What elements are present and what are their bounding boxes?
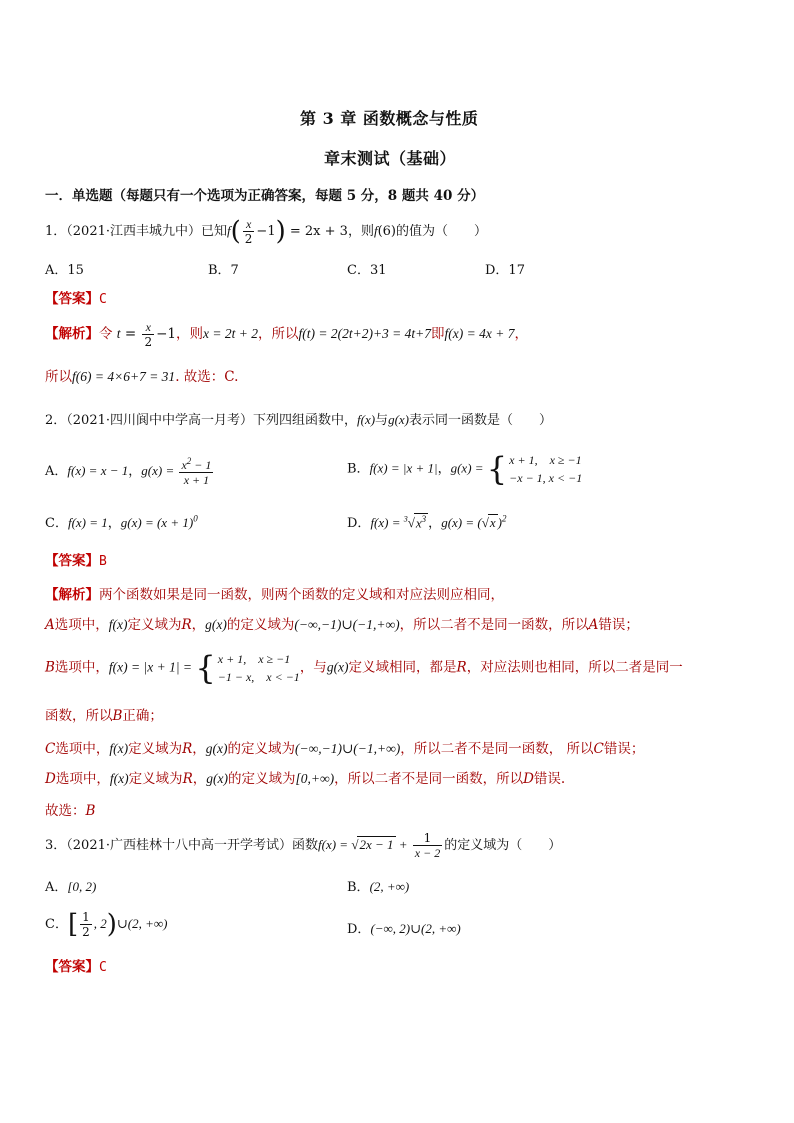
question-2-option-b: B．f(x) = |x + 1|，g(x) = { x + 1, x ≥ −1 −x − 1, x < −1 <box>347 450 583 488</box>
question-1-option-a: A．15 <box>45 263 84 278</box>
question-3-answer: 【答案】C <box>45 959 107 975</box>
question-2-analysis-a: A选项中，f(x)定义域为R，g(x)的定义域为(−∞,−1)∪(−1,+∞)，所以二者不是同一函数，所以A错误； <box>45 617 639 633</box>
question-1-answer: 【答案】C <box>45 291 107 307</box>
question-2-analysis-c: C选项中，f(x)定义域为R，g(x)的定义域为(−∞,−1)∪(−1,+∞)，所以二者不是同一函数， 所以C错误； <box>45 741 645 757</box>
question-1-analysis-line2: 所以f(6) = 4×6+7 = 31. 故选：C. <box>45 369 239 385</box>
page-subtitle: 章末测试（基础） <box>324 149 457 168</box>
section-heading: 一．单选题（每题只有一个选项为正确答案，每题 5 分，8 题共 40 分） <box>45 188 485 204</box>
question-2-stem: 2．（2021·四川阆中中学高一月考）下列四组函数中，f(x)与g(x)表示同一函数是（ ） <box>45 412 553 428</box>
question-1-analysis: 【解析】令 t = $\frac{x}{2}$ −1，则x = 2t + 2，所以f(t) = 2(2t+2)+3 = 4t+7即f(x) = 4x + 7， <box>45 320 528 349</box>
question-1-option-b: B．7 <box>208 263 239 278</box>
question-2-option-c: C．f(x) = 1，$g(x) = (x + 1)^0$ <box>45 513 198 531</box>
question-1-option-d: D．17 <box>485 263 525 278</box>
question-2-analysis-d: D选项中，f(x)定义域为R，g(x)的定义域为[0,+∞)，所以二者不是同一函数，所以D错误. <box>45 771 566 787</box>
question-3-option-c: C．[ $\frac{1}{2}$ , 2)∪(2, +∞) <box>45 909 168 940</box>
question-2-option-d: D．$f(x) = ^3√x^3$ ，g(x) = (√x )$^2$ <box>347 513 507 531</box>
question-2-conclusion: 故选：B <box>45 803 96 819</box>
question-3-option-d: D．(−∞, 2)∪(2, +∞) <box>347 921 461 937</box>
page-title: 第 3 章 函数概念与性质 <box>300 109 479 128</box>
question-2-option-a: A．f(x) = x − 1，g(x) = $\frac{x^2 - 1}{x + 1}$ <box>45 456 212 487</box>
question-2-analysis-line1: 【解析】两个函数如果是同一函数，则两个函数的定义域和对应法则应相同， <box>45 587 504 603</box>
question-3-stem: 3．（2021·广西桂林十八中高一开学考试）函数f(x) = √2x − 1 + $\frac{1}{x - 2}$ 的定义域为（ ） <box>45 831 562 860</box>
question-2-analysis-b-line2: 函数，所以B正确； <box>45 708 163 724</box>
question-3-option-b: B．(2, +∞) <box>347 879 410 895</box>
question-2-analysis-b: B选项中，f(x) = |x + 1| = { x + 1, x ≥ −1 −1 − x, x < −1 ，与g(x)定义域相同，都是R，对应法则也相同，所以二者是同一 <box>45 649 683 687</box>
question-3-option-a: A．[0, 2) <box>45 879 97 895</box>
question-2-answer: 【答案】B <box>45 553 107 569</box>
question-1-option-c: C．31 <box>347 263 387 278</box>
question-1-stem: 1．（2021·江西丰城九中）已知f( $\frac{x}{2}$ −1) = 2x + 3，则f(6)的值为（ ） <box>45 216 488 247</box>
